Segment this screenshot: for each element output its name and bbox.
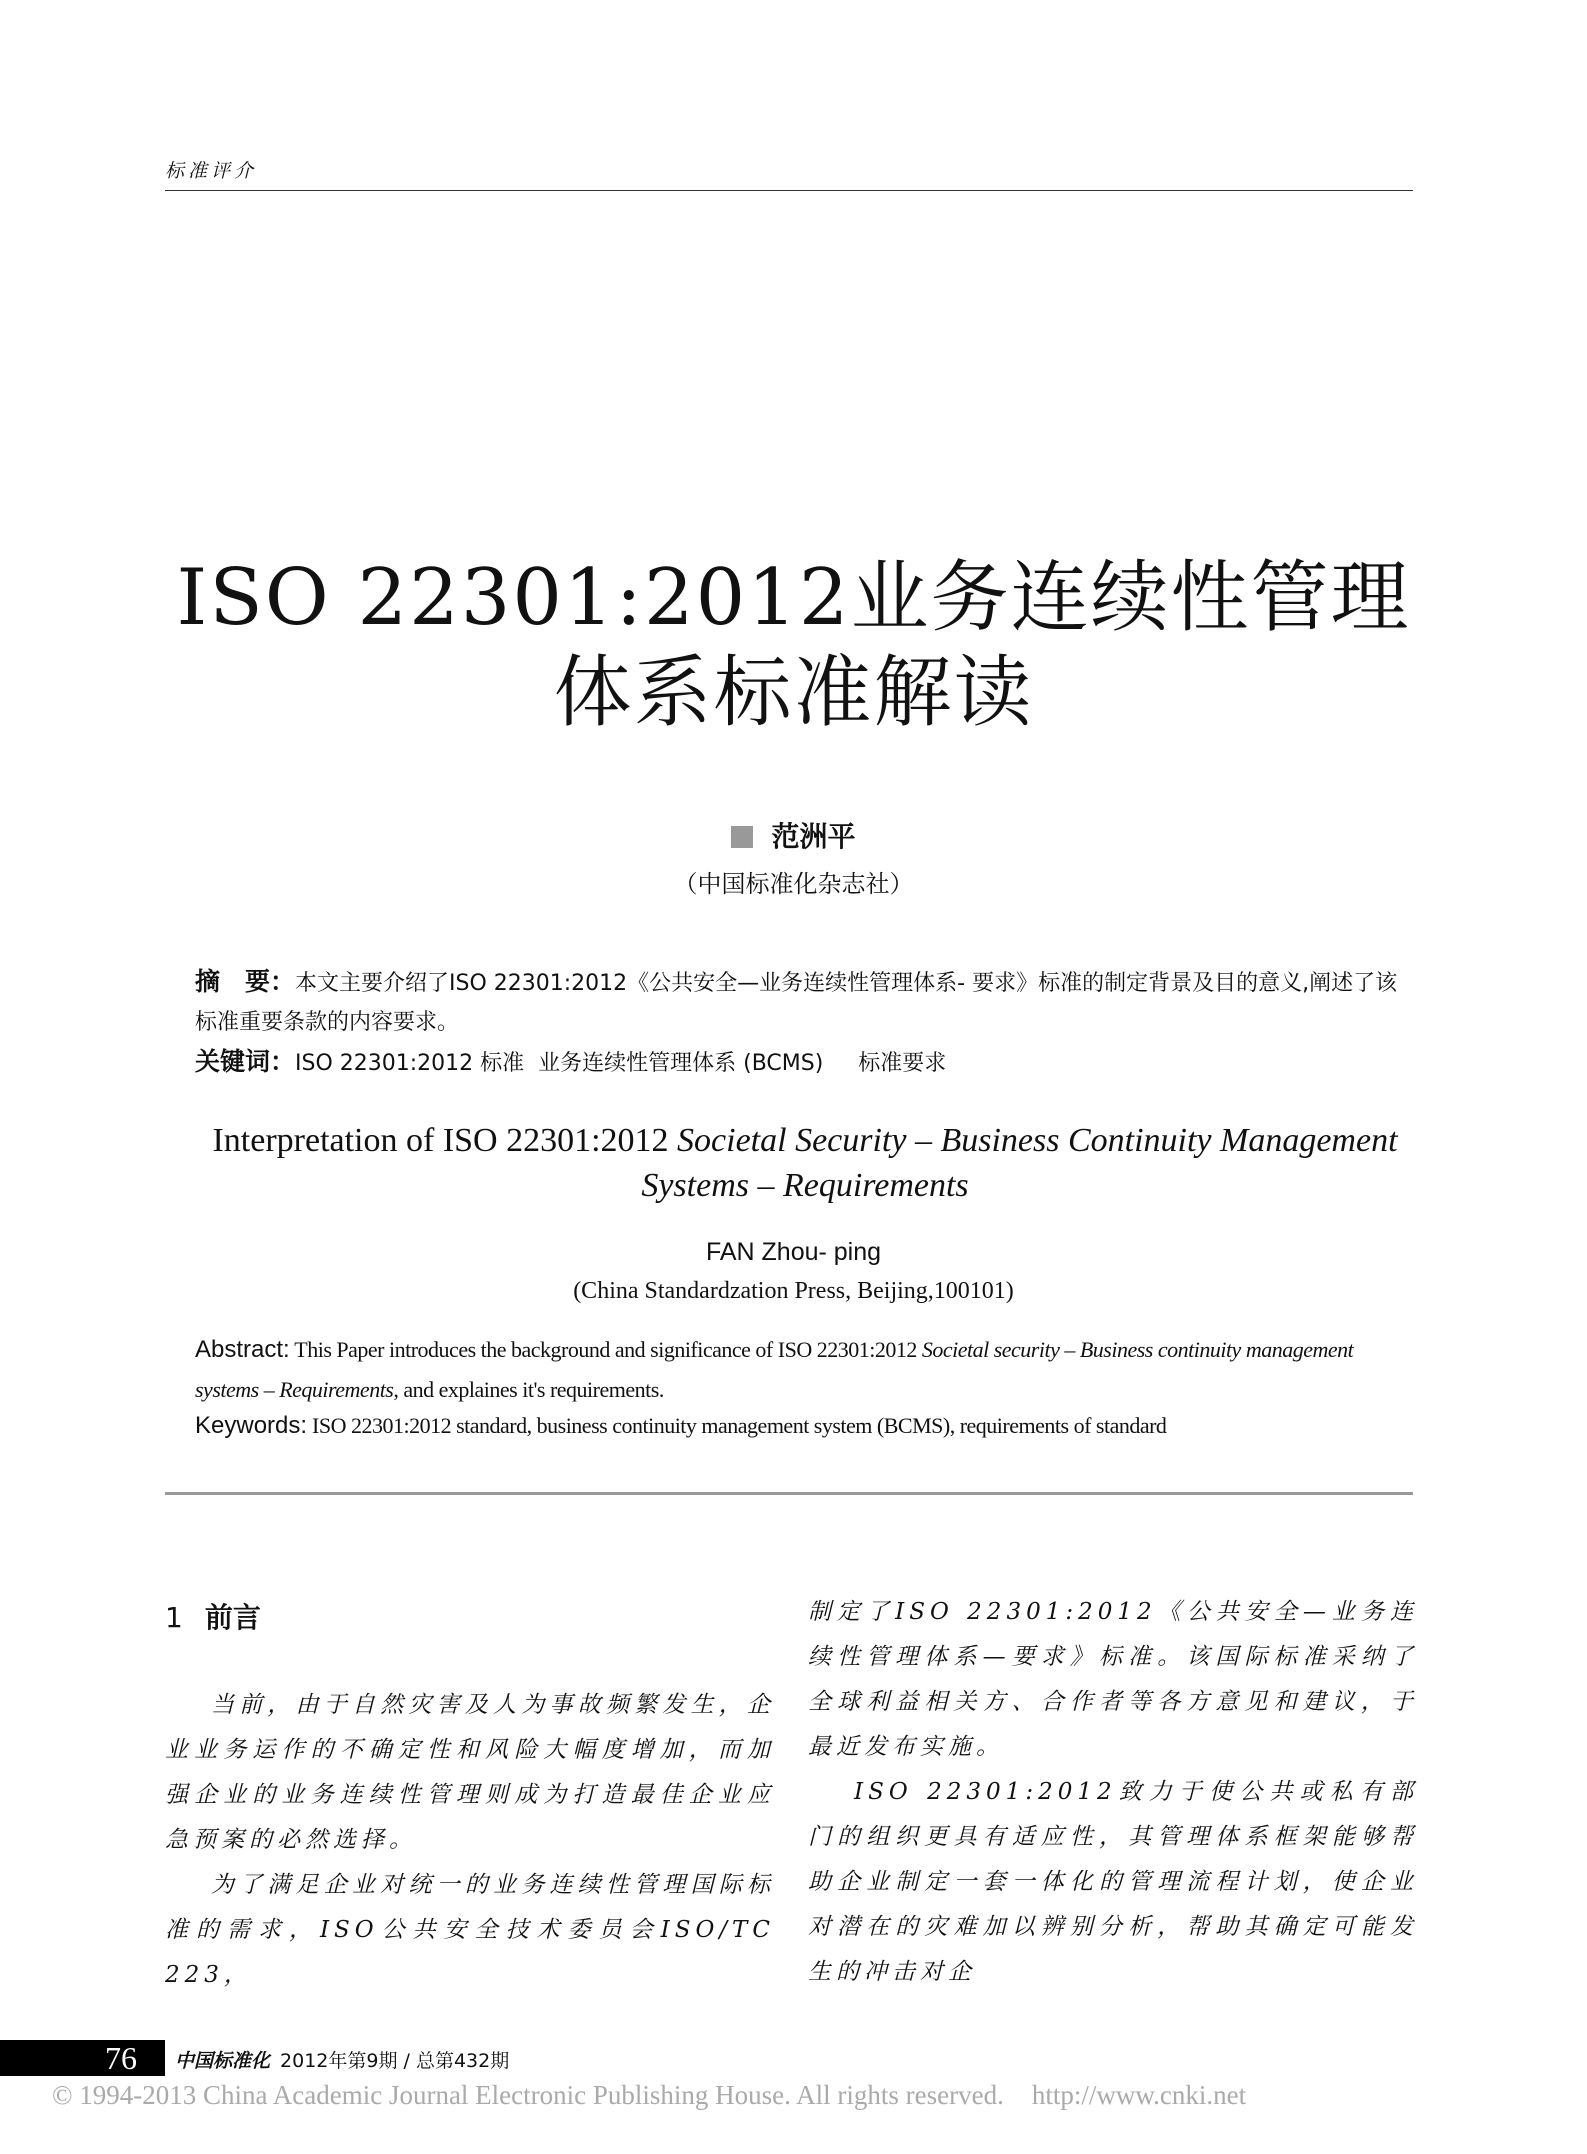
abstract-en [195,1330,1415,1410]
author-name: 范洲平 [771,820,856,853]
journal-issue: 2012年第9期 / 总第432期 [280,2050,510,2072]
keywords-en [195,1412,1415,1440]
english-title-italic: Societal Security – Business Continuity Management [677,1122,1398,1159]
abstract-en-label: Abstract: [195,1336,290,1363]
author [0,815,1587,855]
paragraph: 为了满足企业对统一的业务连续性管理国际标准的需求，ISO公共安全技术委员会ISO/TC 223， [165,1872,775,1988]
english-author: FAN Zhou- ping [705,1238,882,1266]
header-rule [165,190,1413,191]
journal-name: 中国标准化 [175,2050,271,2072]
english-title-prefix: Interpretation of ISO 22301:2012 [212,1122,678,1159]
section-heading [165,1596,261,1636]
title-line-2: 体系标准解读 [553,648,1034,738]
paragraph: ISO 22301:2012致力于使公共或私有部门的组织更具有适应性，其管理体系框架能够帮助企业制定一套一体化的管理流程计划，使企业对潜在的灾难加以辨别分析，帮助其确定可能发生的冲击对企 [808,1779,1418,1985]
page-number: 76 [0,2040,165,2076]
keywords-cn [195,1042,1415,1083]
right-column [808,1590,1418,1995]
cnki-link[interactable]: http://www.cnki.net [1031,2080,1247,2110]
left-column [165,1683,775,1998]
journal-info [175,2046,509,2073]
section-number: 1 [165,1601,183,1634]
abstract-en-text-end: , and explaines it's requirements. [393,1377,664,1402]
abstract-en-text: This Paper introduces the background and significance of ISO 22301:2012 [289,1337,922,1362]
copyright-footer [52,2080,1246,2111]
section-header: 标准评介 [165,160,258,182]
keywords-cn-label: 关键词： [195,1047,296,1076]
section-title: 前言 [204,1601,261,1634]
english-title-line-1 [195,1122,1415,1160]
paragraph: 当前，由于自然灾害及人为事故频繁发生，企业业务运作的不确定性和风险大幅度增加，而加强企业的业务连续性管理则成为打造最佳企业应急预案的必然选择。 [165,1692,775,1853]
copyright-text: © 1994-2013 China Academic Journal Electronic Publishing House. All rights reserved. [52,2080,1004,2110]
author-affiliation: （中国标准化杂志社） [673,870,914,898]
section-divider [165,1492,1413,1495]
square-bullet-icon [731,826,753,848]
english-title-italic-2: Systems – Requirements [641,1167,969,1204]
keywords-en-text: ISO 22301:2012 standard, business continuity management system (BCMS), requirements of standard [307,1413,1167,1438]
abstract-cn [195,962,1415,1042]
abstract-cn-label: 摘 要： [195,967,296,996]
abstract-cn-text: 本文主要介绍了ISO 22301:2012《公共安全—业务连续性管理体系- 要求》标准的制定背景及目的意义,阐述了该标准重要条款的内容要求。 [195,971,1398,1035]
abstract-en-italic: Societal security – Business continuity management systems – Requirements [195,1337,1354,1402]
paragraph: 制定了ISO 22301:2012《公共安全—业务连续性管理体系—要求》标准。该国际标准采纳了全球利益相关方、合作者等各方意见和建议，于最近发布实施。 [808,1599,1418,1760]
title-line-1: ISO 22301:2012业务连续性管理 [176,553,1411,643]
keywords-cn-text: ISO 22301:2012 标准 业务连续性管理体系 (BCMS) 标准要求 [295,1051,947,1076]
keywords-en-label: Keywords: [195,1412,308,1439]
english-title-line-2 [195,1167,1415,1205]
english-affiliation: (China Standardzation Press, Beijing,100101) [573,1278,1014,1304]
